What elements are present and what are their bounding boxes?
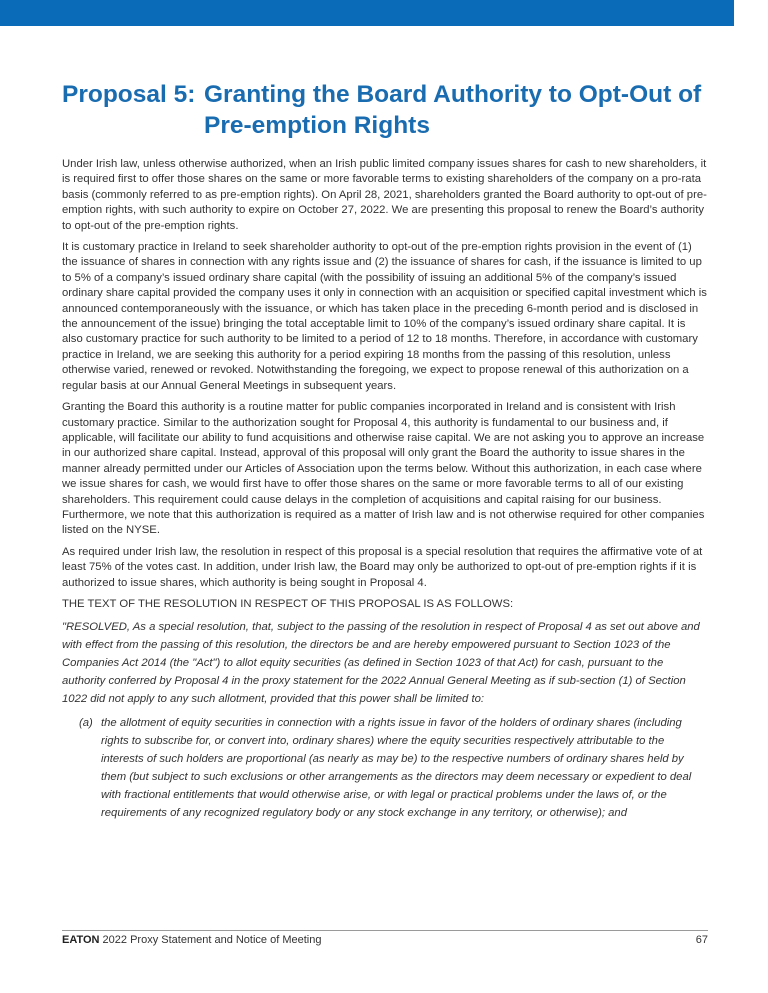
paragraph: Under Irish law, unless otherwise authorized, when an Irish public limited company issues shares for cash to new shareholders, it is required first to offer those shares on the same or more favorable terms to existing shareholders of the company on a pro-rata basis (commonly referred to as pre-emption rights). On April 28, 2021, shareholders granted the Board authority to opt-out of pre-emption rights, with such authority to expire on October 27, 2022. We are presenting this proposal to renew the Board’s authority to opt-out of the pre-emption rights. (62, 158, 707, 232)
header-bar (0, 0, 734, 26)
footer (62, 934, 708, 946)
page-number: 67 (695, 934, 708, 946)
footer-text: 2022 Proxy Statement and Notice of Meeting (99, 934, 322, 946)
footer-divider (62, 930, 708, 931)
paragraph: Granting the Board this authority is a routine matter for public companies incorporated in Ireland and is consistent with Irish customary practice. Similar to the authorization sought for Proposal 4, this authority is fundamental to our business and, if applicable, will facilitate our ability to fund acquisitions and otherwise raise capital. We are not asking you to approve an increase in our authorized share capital. Instead, approval of this proposal will only grant the Board the authority to issue shares in the manner already permitted under our Articles of Association upon the terms below. Without this authorization, in each case where we issue shares for cash, we would first have to offer those shares on the same or more favorable terms to all of our existing shareholders. This requirement could cause delays in the completion of acquisitions and capital raising for our business. Furthermore, we note that this authorization is required as a matter of Irish law and is not otherwise required for other companies listed on the NYSE. (62, 401, 705, 537)
footer-brand: EATON (62, 934, 100, 946)
resolution-item-a (79, 714, 708, 822)
item-text: the allotment of equity securities in connection with a rights issue in favor of the holders of ordinary shares (including rights to subscribe for, or convert into, ordinary shares) where the equity securities respectively attributable to the interests of such holders are proportional (as nearly as may be) to the respective numbers of ordinary shares held by them (but subject to such exclusions or other arrangements as the directors may deem necessary or expedient to deal with fractional entitlements that would otherwise arise, or with legal or practical problems under the laws of, or the requirements of any recognized regulatory body or any stock exchange in any territory, or otherwise); and (101, 717, 692, 820)
proposal-number: Proposal 5: (62, 81, 196, 108)
paragraph: It is customary practice in Ireland to seek shareholder authority to opt-out of the pre-emption rights provision in the event of (1) the issuance of shares in connection with any rights issue and (2) the issuance of shares for cash, if the issuance is limited to up to 5% of a company’s issued ordinary share capital (with the possibility of issuing an additional 5% of the company’s issued ordinary share capital provided the company uses it only in connection with an acquisition or specified capital investment which is announced contemporaneously with the issuance, or which has taken place in the preceding 6-month period and is disclosed in the announcement of the issue) bringing the total acceptable limit to 10% of the company’s issued ordinary share capital. It is also customary practice for such authority to be limited to a period of 12 to 18 months. Therefore, in accordance with customary practice in Ireland, we are seeking this authority for a period expiring 18 months from the passing of this resolution, unless otherwise varied, renewed or revoked. Notwithstanding the foregoing, we expect to propose renewal of this authorization on a regular basis at our Annual General Meetings in subsequent years. (62, 241, 707, 392)
proposal-title: Granting the Board Authority to Opt-Out of Pre-emption Rights (204, 81, 702, 139)
paragraph: As required under Irish law, the resolution in respect of this proposal is a special resolution that requires the affirmative vote of at least 75% of the votes cast. In addition, under Irish law, the Board may only be authorized to opt-out of pre-emption rights if it is authorized to issue shares, which authority is being sought in Proposal 4. (62, 545, 703, 589)
item-marker: (a) (79, 717, 93, 730)
resolution-text: "RESOLVED, As a special resolution, that, subject to the passing of the resolution in respect of Proposal 4 as set out above and with effect from the passing of this resolution, the directors be and are hereby empowered pursuant to Section 1023 of the Companies Act 2014 (the "Act") to allot equity securities (as defined in Section 1023 of that Act) for cash, pursuant to the authority conferred by Proposal 4 in the proxy statement for the 2022 Annual General Meeting as if sub-section (1) of Section 1022 did not apply to any such allotment, provided that this power shall be limited to: (62, 621, 700, 706)
body-content (62, 157, 708, 822)
page-title (62, 79, 722, 141)
resolution-heading: THE TEXT OF THE RESOLUTION IN RESPECT OF THIS PROPOSAL IS AS FOLLOWS: (62, 597, 514, 610)
